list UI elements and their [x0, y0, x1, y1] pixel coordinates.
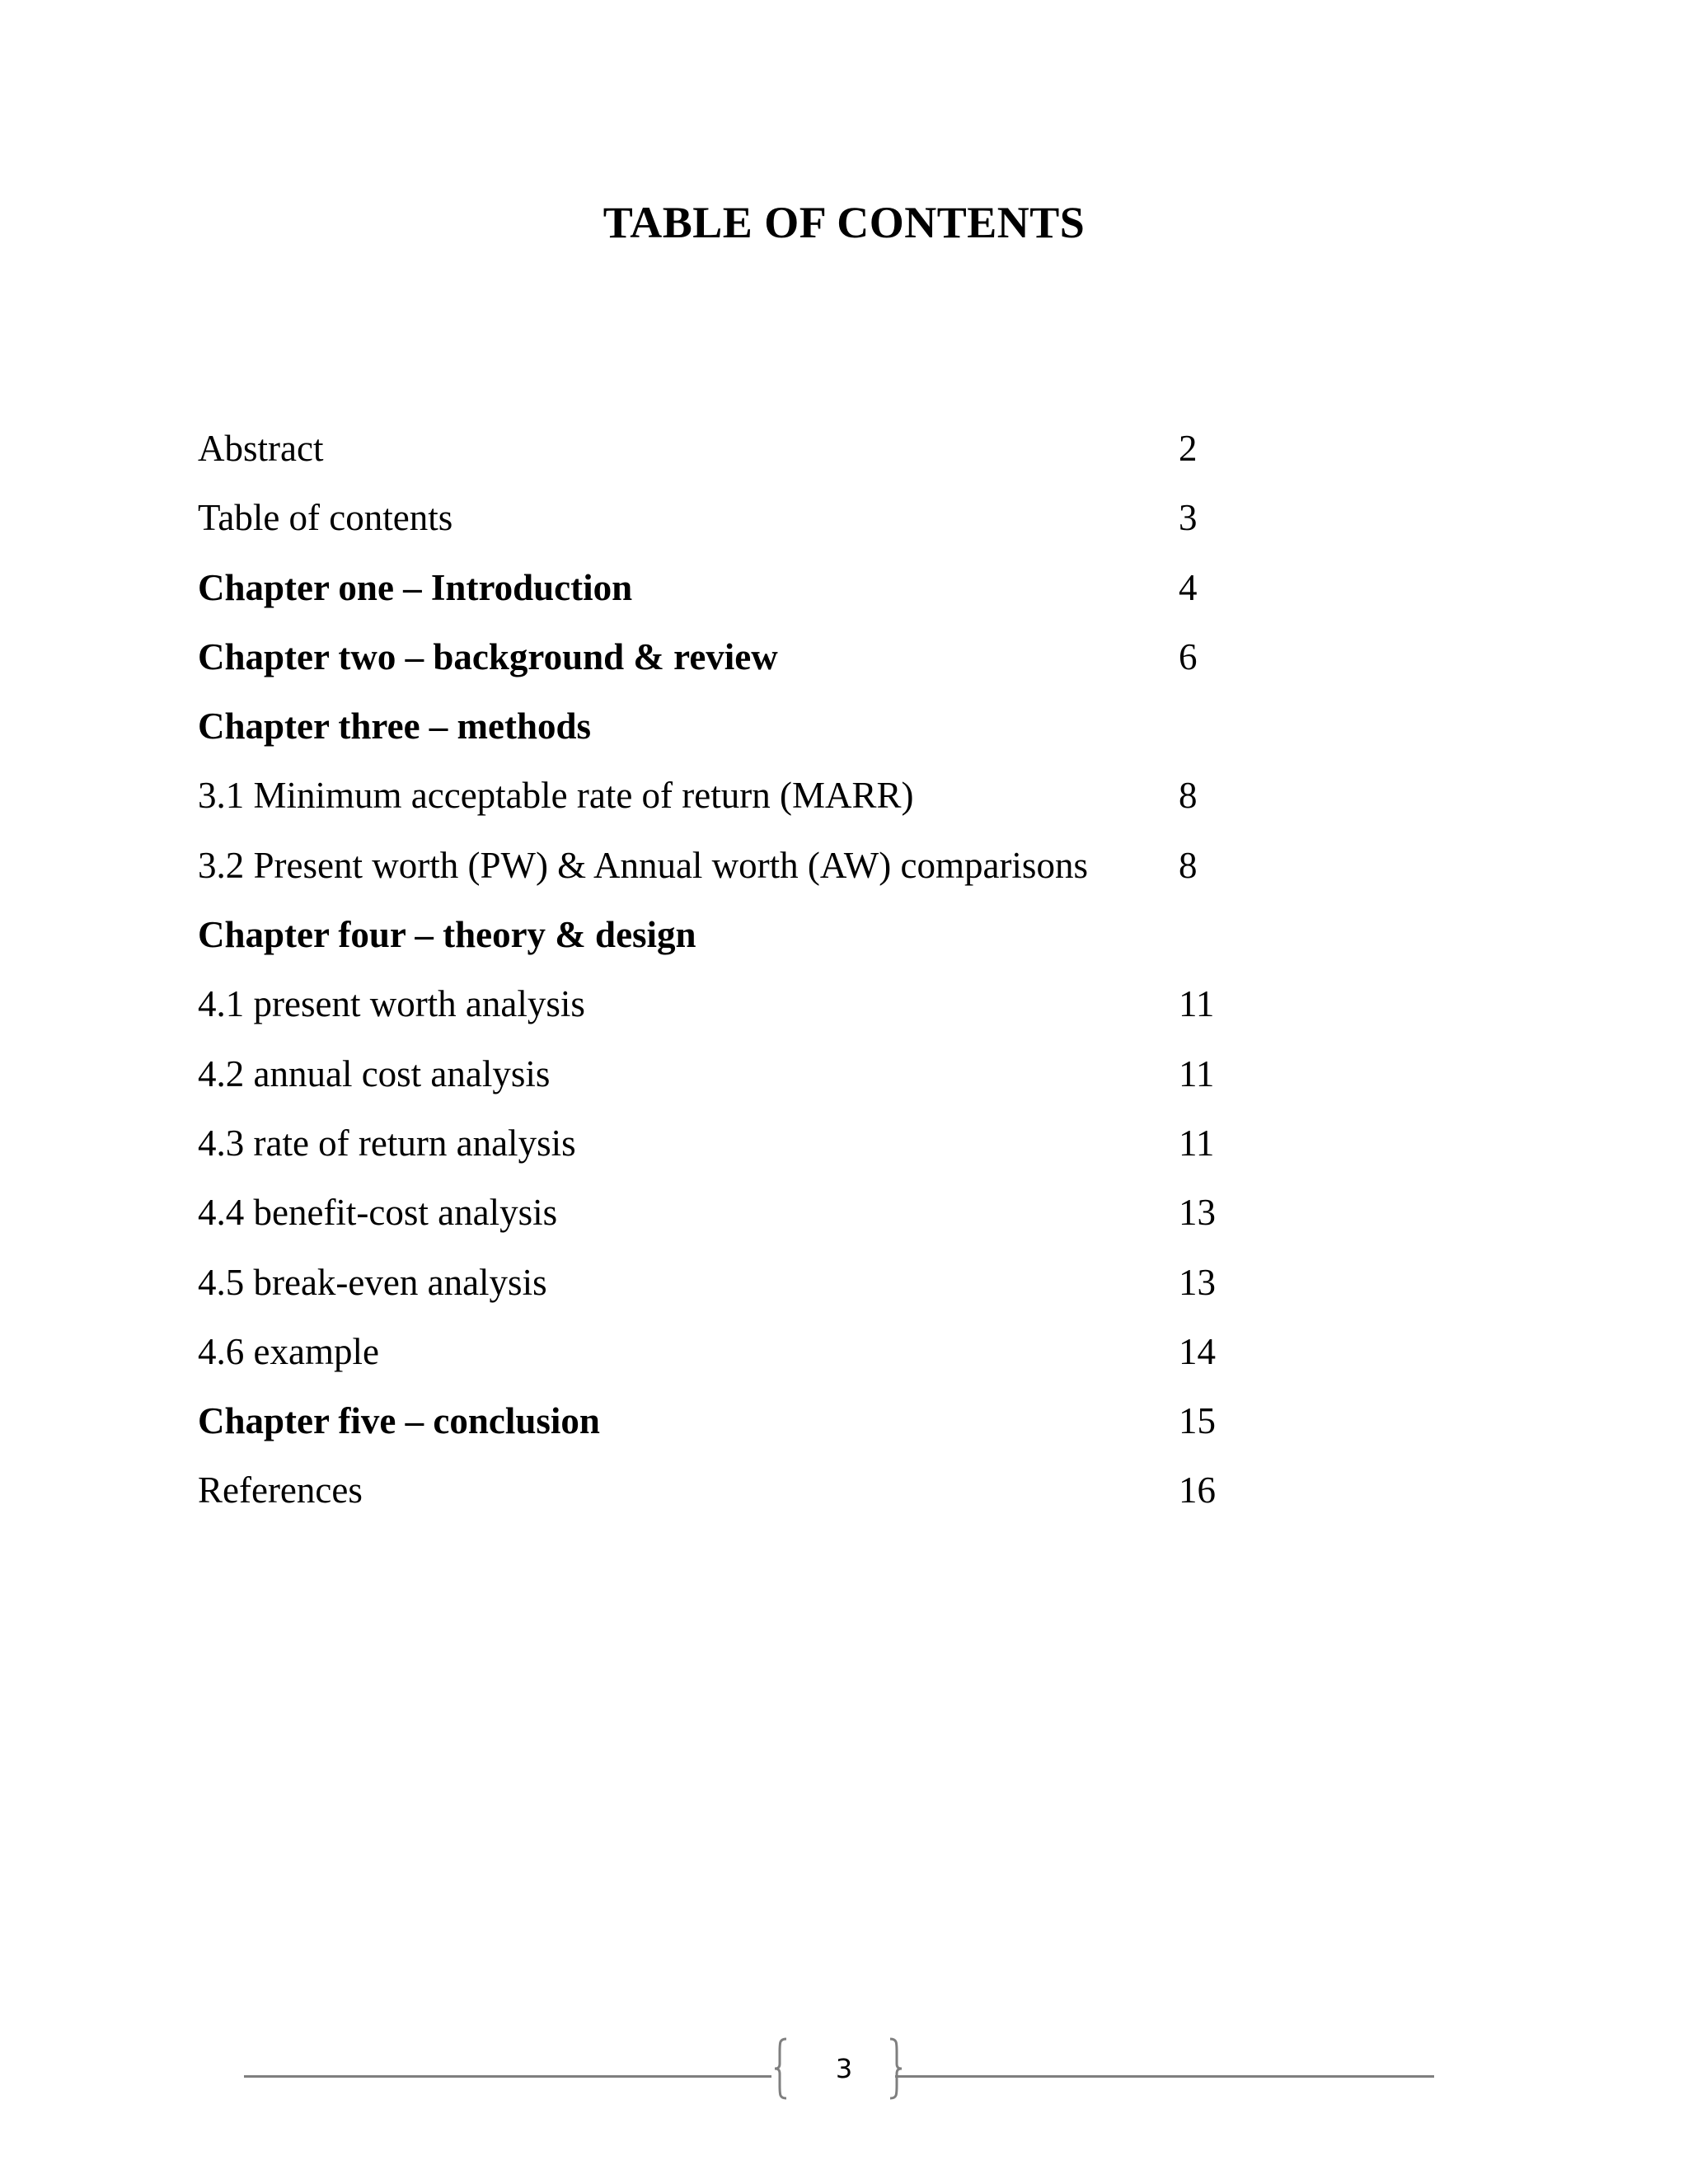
toc-entry-page: 14 — [1179, 1330, 1216, 1372]
toc-entry — [198, 422, 1269, 491]
toc-entry-label: References — [198, 1469, 363, 1511]
toc-chapter-entry — [198, 561, 1269, 630]
toc-entry-label: 3.2 Present worth (PW) & Annual worth (AW) comparisons — [198, 844, 1088, 886]
toc-entry-label: Chapter five – conclusion — [198, 1400, 600, 1442]
toc-entry — [198, 491, 1269, 560]
toc-entry-label: Table of contents — [198, 497, 453, 539]
left-brace-icon — [773, 2036, 790, 2102]
toc-entry-label: 4.2 annual cost analysis — [198, 1052, 551, 1094]
footer-divider-right — [895, 2075, 1434, 2078]
toc-entry — [198, 1464, 1269, 1533]
toc-entry-label: Chapter three – methods — [198, 705, 592, 748]
toc-entry-page: 11 — [1179, 983, 1215, 1025]
page-footer — [0, 2036, 1688, 2118]
toc-entry-label: 4.4 benefit-cost analysis — [198, 1192, 558, 1234]
toc-entry — [198, 839, 1269, 908]
toc-entry-label: 4.6 example — [198, 1330, 379, 1372]
toc-list — [198, 422, 1269, 1534]
toc-entry-page: 8 — [1179, 844, 1198, 886]
toc-chapter-entry — [198, 1394, 1269, 1464]
toc-entry-page: 6 — [1179, 635, 1198, 677]
toc-chapter-entry — [198, 700, 1269, 769]
toc-entry-page: 15 — [1179, 1400, 1216, 1442]
toc-entry-page: 13 — [1179, 1261, 1216, 1303]
toc-entry-page: 11 — [1179, 1122, 1215, 1164]
toc-entry-label: 4.5 break-even analysis — [198, 1261, 547, 1303]
toc-entry-label: Chapter one – Introduction — [198, 566, 633, 608]
toc-entry-page: 4 — [1179, 566, 1198, 608]
toc-entry-page: 13 — [1179, 1192, 1216, 1234]
toc-entry — [198, 977, 1269, 1047]
toc-entry-label: 4.1 present worth analysis — [198, 983, 585, 1025]
toc-entry-page: 8 — [1179, 775, 1198, 817]
toc-entry-label: Abstract — [198, 428, 324, 469]
toc-entry-page: 16 — [1179, 1469, 1216, 1511]
toc-chapter-entry — [198, 630, 1269, 700]
toc-entry — [198, 1325, 1269, 1394]
toc-entry-page: 3 — [1179, 497, 1198, 539]
toc-entry — [198, 1186, 1269, 1255]
toc-entry — [198, 1256, 1269, 1325]
toc-entry — [198, 1117, 1269, 1186]
toc-entry-label: Chapter two – background & review — [198, 635, 778, 677]
toc-entry-label: 4.3 rate of return analysis — [198, 1122, 576, 1164]
toc-entry — [198, 769, 1269, 838]
footer-divider-left — [244, 2075, 771, 2078]
toc-entry — [198, 1047, 1269, 1117]
page-number: 3 — [835, 2053, 853, 2084]
toc-entry-label: Chapter four – theory & design — [198, 914, 696, 956]
page-title: TABLE OF CONTENTS — [603, 198, 1085, 247]
toc-chapter-entry — [198, 908, 1269, 977]
right-brace-icon — [887, 2036, 903, 2102]
toc-entry-page: 2 — [1179, 428, 1198, 469]
toc-entry-page: 11 — [1179, 1052, 1215, 1094]
toc-entry-label: 3.1 Minimum acceptable rate of return (MARR) — [198, 775, 914, 817]
